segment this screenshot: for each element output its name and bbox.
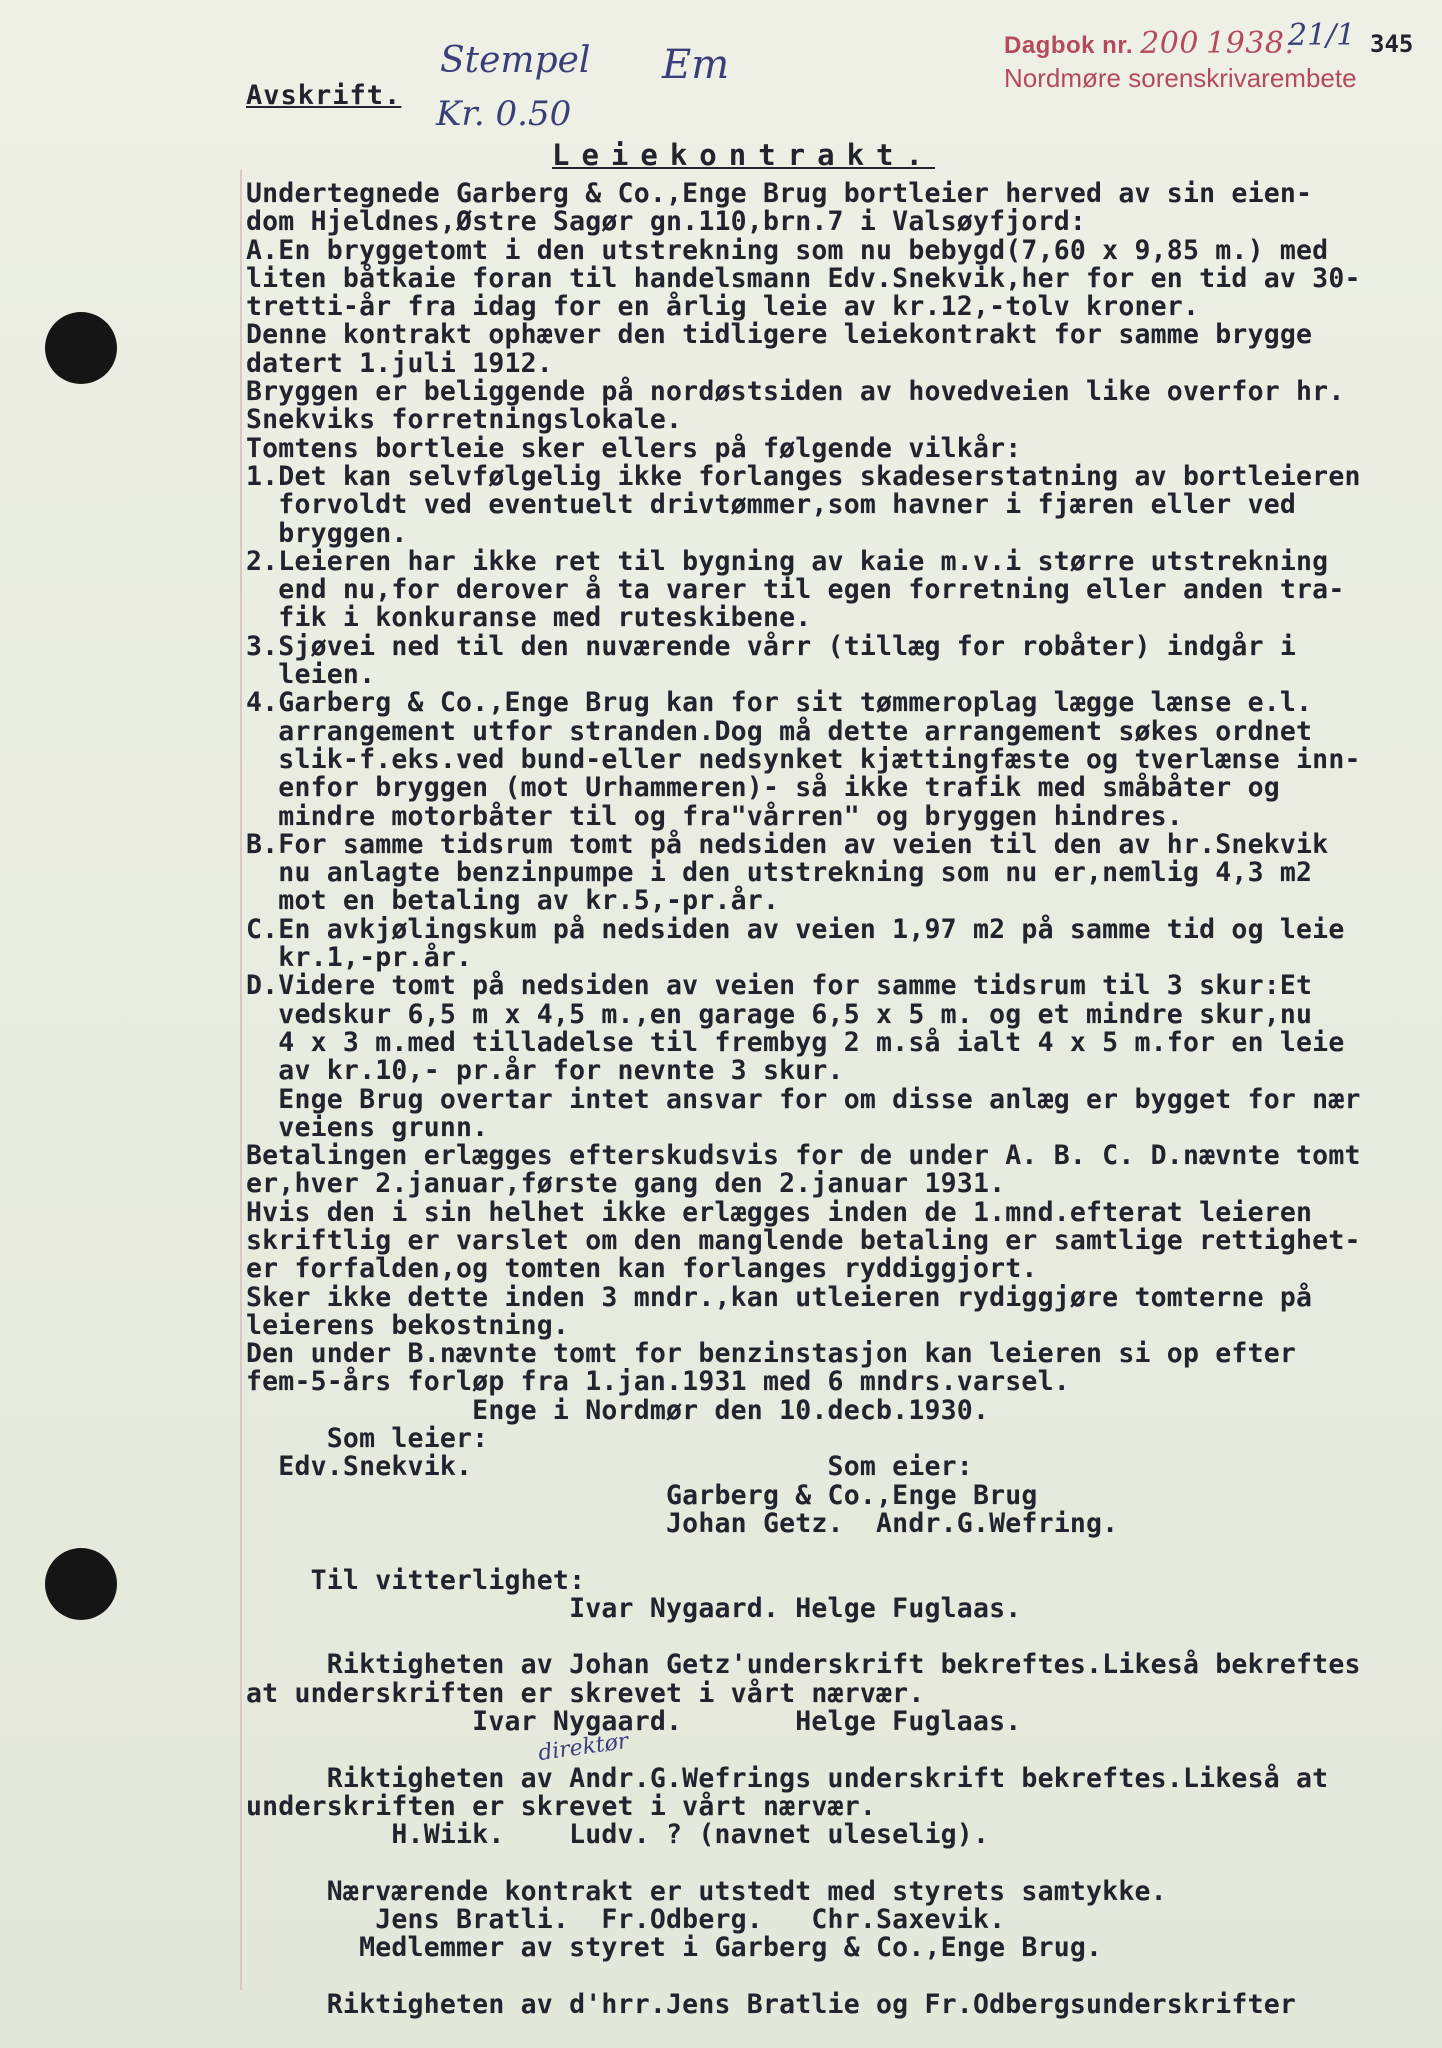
stamp-number: 200 bbox=[1140, 26, 1199, 61]
handwritten-insert: direktør bbox=[536, 1728, 630, 1767]
text-line: Denne kontrakt ophæver den tidligere leiekontrakt for samme brygge bbox=[246, 319, 1313, 351]
text-line: end nu,for derover å ta varer til egen forretning eller anden tra- bbox=[246, 574, 1345, 606]
stamp-year: 1938. bbox=[1206, 26, 1295, 61]
text-line: Tomtens bortleie sker ellers på følgende vilkår: bbox=[246, 432, 1022, 464]
text-line: fem-5-års forløp fra 1.jan.1931 med 6 mndrs.varsel. bbox=[246, 1366, 1070, 1398]
handwritten-fee: Kr. 0.50 bbox=[436, 94, 572, 134]
text-line: Edv.Snekvik. Som eier: bbox=[246, 1451, 973, 1483]
text-line: 3.Sjøvei ned til den nuværende vårr (tillæg for robåter) indgår i bbox=[246, 630, 1297, 662]
text-line: 2.Leieren har ikke ret til bygning av kaie m.v.i større utstrekning bbox=[246, 545, 1329, 577]
text-line: slik-f.eks.ved bund-eller nedsynket kjættingfæste og tverlænse inn- bbox=[246, 743, 1361, 775]
text-line bbox=[246, 1963, 1436, 1991]
text-line: dom Hjeldnes,Østre Sagør gn.110,brn.7 i Valsøyfjord: bbox=[246, 206, 1087, 238]
handwritten-mark: Em bbox=[662, 42, 730, 88]
text-line: Den under B.nævnte tomt for benzinstasjon kan leieren si op efter bbox=[246, 1338, 1297, 1370]
text-line: Betalingen erlægges efterskudsvis for de under A. B. C. D.nævnte tomt bbox=[246, 1140, 1361, 1172]
text-line: Som leier: bbox=[246, 1423, 489, 1455]
margin-rule bbox=[240, 170, 242, 1990]
text-line: Garberg & Co.,Enge Brug bbox=[246, 1479, 1038, 1511]
text-line: mindre motorbåter til og fra"vårren" og bryggen hindres. bbox=[246, 800, 1183, 832]
text-line: er forfalden,og tomten kan forlanges ryddiggjort. bbox=[246, 1253, 1038, 1285]
text-line: 1.Det kan selvfølgelig ikke forlanges skadeserstatning av bortleieren bbox=[246, 460, 1361, 492]
text-line: vedskur 6,5 m x 4,5 m.,en garage 6,5 x 5 m. og et mindre skur,nu bbox=[246, 998, 1313, 1030]
document-title: Leiekontrakt. bbox=[552, 138, 935, 172]
text-line: Ivar Nygaard. Helge Fuglaas. bbox=[246, 1706, 1022, 1738]
text-line: Snekviks forretningslokale. bbox=[246, 404, 683, 436]
text-line: datert 1.juli 1912. bbox=[246, 347, 553, 379]
text-line: Sker ikke dette inden 3 mndr.,kan utleieren rydiggjøre tomterne på bbox=[246, 1281, 1313, 1313]
text-line: Nærværende kontrakt er utstedt med styrets samtykke. bbox=[246, 1875, 1167, 1907]
text-line: 4.Garberg & Co.,Enge Brug kan for sit tømmeroplag lægge lænse e.l. bbox=[246, 687, 1313, 719]
text-line bbox=[246, 1623, 1436, 1651]
text-line: at underskriften er skrevet i vårt nærvær. bbox=[246, 1677, 925, 1709]
avskrift-label: Avskrift. bbox=[246, 80, 402, 111]
text-line: av kr.10,- pr.år for nevnte 3 skur. bbox=[246, 1055, 844, 1087]
text-line: Riktigheten av Andr.G.Wefrings underskrift bekreftes.Likeså at bbox=[246, 1762, 1329, 1794]
text-line: D.Videre tomt på nedsiden av veien for samme tidsrum til 3 skur:Et bbox=[246, 970, 1313, 1002]
stamp-date-ref: 21/1 bbox=[1288, 18, 1356, 53]
text-line: Johan Getz. Andr.G.Wefring. bbox=[246, 1507, 1119, 1539]
text-line: nu anlagte benzinpumpe i den utstrekning som nu er,nemlig 4,3 m2 bbox=[246, 857, 1313, 889]
text-line: forvoldt ved eventuelt drivtømmer,som havner i fjæren eller ved bbox=[246, 489, 1297, 521]
text-line: Riktigheten av Johan Getz'underskrift bekreftes.Likeså bekreftes bbox=[246, 1649, 1361, 1681]
stamp-label: Dagbok nr. bbox=[1004, 32, 1134, 59]
text-line: Riktigheten av d'hrr.Jens Bratlie og Fr.Odbergsunderskrifter bbox=[246, 1989, 1297, 2020]
text-line bbox=[246, 1538, 1436, 1566]
text-line: Ivar Nygaard. Helge Fuglaas. bbox=[246, 1592, 1022, 1624]
text-line: veiens grunn. bbox=[246, 1111, 489, 1143]
text-line: leierens bekostning. bbox=[246, 1309, 570, 1341]
stamp-office: Nordmøre sorenskrivarembete bbox=[1004, 63, 1357, 93]
text-line: A.En bryggetomt i den utstrekning som nu bebygd(7,60 x 9,85 m.) med bbox=[246, 234, 1329, 266]
text-line: Enge Brug overtar intet ansvar for om disse anlæg er bygget for nær bbox=[246, 1083, 1361, 1115]
text-line: Bryggen er beliggende på nordøstsiden av hovedveien like overfor hr. bbox=[246, 376, 1345, 408]
page-number: 345 bbox=[1370, 30, 1414, 58]
punch-hole-bottom bbox=[45, 1548, 117, 1620]
handwritten-stempel: Stempel bbox=[440, 40, 591, 81]
text-line: fik i konkuranse med ruteskibene. bbox=[246, 602, 812, 634]
text-line: H.Wiik. Ludv. ? (navnet uleselig). bbox=[246, 1819, 990, 1851]
text-line: Enge i Nordmør den 10.decb.1930. bbox=[246, 1394, 990, 1426]
contract-body bbox=[246, 180, 1436, 2019]
text-line: underskriften er skrevet i vårt nærvær. bbox=[246, 1790, 877, 1822]
text-line: Undertegnede Garberg & Co.,Enge Brug bortleier herved av sin eien- bbox=[246, 178, 1313, 209]
text-line: Jens Bratli. Fr.Odberg. Chr.Saxevik. bbox=[246, 1904, 1006, 1936]
text-line: bryggen. bbox=[246, 517, 408, 549]
text-line: leien. bbox=[246, 659, 376, 691]
text-line: kr.1,-pr.år. bbox=[246, 942, 473, 974]
text-line: 4 x 3 m.med tilladelse til frembyg 2 m.så ialt 4 x 5 m.for en leie bbox=[246, 1026, 1345, 1058]
text-line: C.En avkjølingskum på nedsiden av veien 1,97 m2 på samme tid og leie bbox=[246, 913, 1345, 945]
text-line: Hvis den i sin helhet ikke erlægges inden de 1.mnd.efterat leieren bbox=[246, 1196, 1313, 1228]
registry-stamp bbox=[1004, 18, 1357, 94]
text-line: tretti-år fra idag for en årlig leie av kr.12,-tolv kroner. bbox=[246, 291, 1200, 323]
text-line: liten båtkaie foran til handelsmann Edv.Snekvik,her for en tid av 30- bbox=[246, 262, 1361, 294]
text-line: mot en betaling av kr.5,-pr.år. bbox=[246, 885, 780, 917]
text-line: Til vitterlighet: bbox=[246, 1564, 586, 1596]
text-line: er,hver 2.januar,første gang den 2.januar 1931. bbox=[246, 1168, 1006, 1200]
punch-hole-top bbox=[45, 312, 117, 384]
text-line: enfor bryggen (mot Urhammeren)- så ikke trafik med småbåter og bbox=[246, 772, 1280, 804]
text-line: B.For samme tidsrum tomt på nedsiden av veien til den av hr.Snekvik bbox=[246, 828, 1329, 860]
text-line: Medlemmer av styret i Garberg & Co.,Enge Brug. bbox=[246, 1932, 1103, 1964]
text-line: arrangement utfor stranden.Dog må dette arrangement søkes ordnet bbox=[246, 715, 1313, 747]
text-line: skriftlig er varslet om den manglende betaling er samtlige rettighet- bbox=[246, 1224, 1361, 1256]
text-line bbox=[246, 1850, 1436, 1878]
text-line bbox=[246, 1736, 1436, 1764]
